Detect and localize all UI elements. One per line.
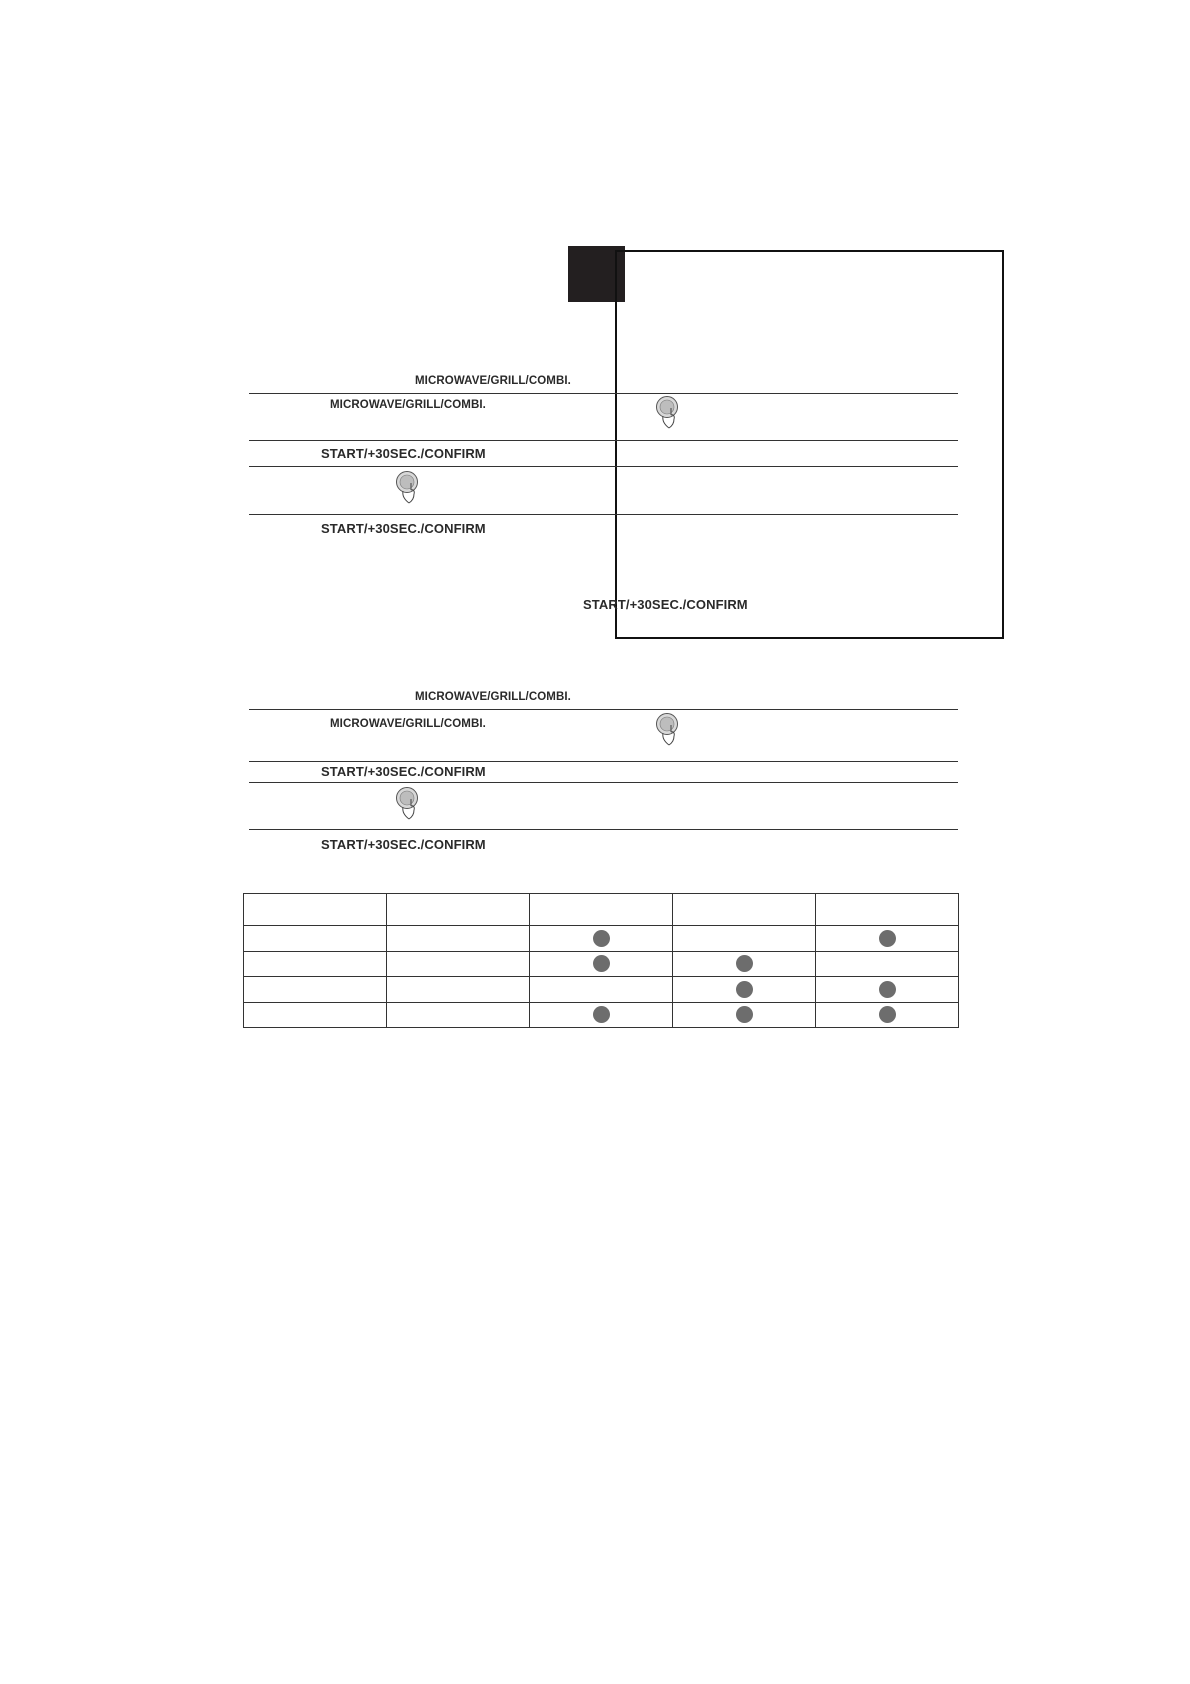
table-cell [387, 926, 530, 952]
indicator-table-body [244, 894, 959, 1028]
table-cell [244, 926, 387, 952]
table-cell [673, 926, 816, 952]
indicator-table-header-row [244, 894, 959, 926]
rotary-knob-icon [393, 469, 423, 505]
filled-dot-icon [736, 981, 753, 998]
table-cell [387, 977, 530, 1003]
filled-dot-icon [593, 1006, 610, 1023]
table-cell [816, 951, 959, 977]
table-cell [673, 951, 816, 977]
section1-step2-start-label: START/+30SEC./CONFIRM [321, 446, 486, 461]
section2-step4-start-label: START/+30SEC./CONFIRM [321, 837, 486, 852]
indicator-table-header-cell [387, 894, 530, 926]
table-cell [387, 1002, 530, 1028]
filled-dot-icon [879, 981, 896, 998]
section2-intro-mode-label: MICROWAVE/GRILL/COMBI. [415, 691, 571, 703]
table-cell [530, 951, 673, 977]
section1-rule-3 [249, 466, 958, 467]
filled-dot-icon [593, 955, 610, 972]
section2-rule-1 [249, 709, 958, 710]
table-row [244, 926, 959, 952]
section2-rule-2 [249, 761, 958, 762]
indicator-table [243, 893, 959, 1028]
table-cell [244, 1002, 387, 1028]
section1-intro-mode-label: MICROWAVE/GRILL/COMBI. [415, 375, 571, 387]
table-cell [530, 977, 673, 1003]
table-cell [673, 1002, 816, 1028]
table-cell [816, 1002, 959, 1028]
table-cell [530, 926, 673, 952]
section2-rule-3 [249, 782, 958, 783]
rotary-knob-icon [653, 711, 683, 747]
table-cell [244, 977, 387, 1003]
section1-rule-2 [249, 440, 958, 441]
section2-rule-4 [249, 829, 958, 830]
table-cell [387, 951, 530, 977]
table-cell [816, 977, 959, 1003]
note-start-label: START/+30SEC./CONFIRM [583, 597, 748, 612]
section1-rule-1 [249, 393, 958, 394]
filled-dot-icon [593, 930, 610, 947]
indicator-table-header-cell [244, 894, 387, 926]
table-cell [673, 977, 816, 1003]
table-row [244, 1002, 959, 1028]
indicator-table-header-cell [816, 894, 959, 926]
indicator-table-header-cell [673, 894, 816, 926]
filled-dot-icon [879, 930, 896, 947]
filled-dot-icon [736, 955, 753, 972]
section2-step1-mode-label: MICROWAVE/GRILL/COMBI. [330, 718, 486, 730]
section2-step2-start-label: START/+30SEC./CONFIRM [321, 764, 486, 779]
table-cell [244, 951, 387, 977]
table-cell [530, 1002, 673, 1028]
section1-rule-4 [249, 514, 958, 515]
rotary-knob-icon [393, 785, 423, 821]
filled-dot-icon [879, 1006, 896, 1023]
indicator-table-header-cell [530, 894, 673, 926]
table-row [244, 951, 959, 977]
filled-dot-icon [736, 1006, 753, 1023]
section1-step1-mode-label: MICROWAVE/GRILL/COMBI. [330, 399, 486, 411]
note-frame [615, 250, 1004, 639]
page-tab-marker [568, 246, 625, 302]
table-cell [816, 926, 959, 952]
rotary-knob-icon [653, 394, 683, 430]
section1-step4-start-label: START/+30SEC./CONFIRM [321, 521, 486, 536]
table-row [244, 977, 959, 1003]
